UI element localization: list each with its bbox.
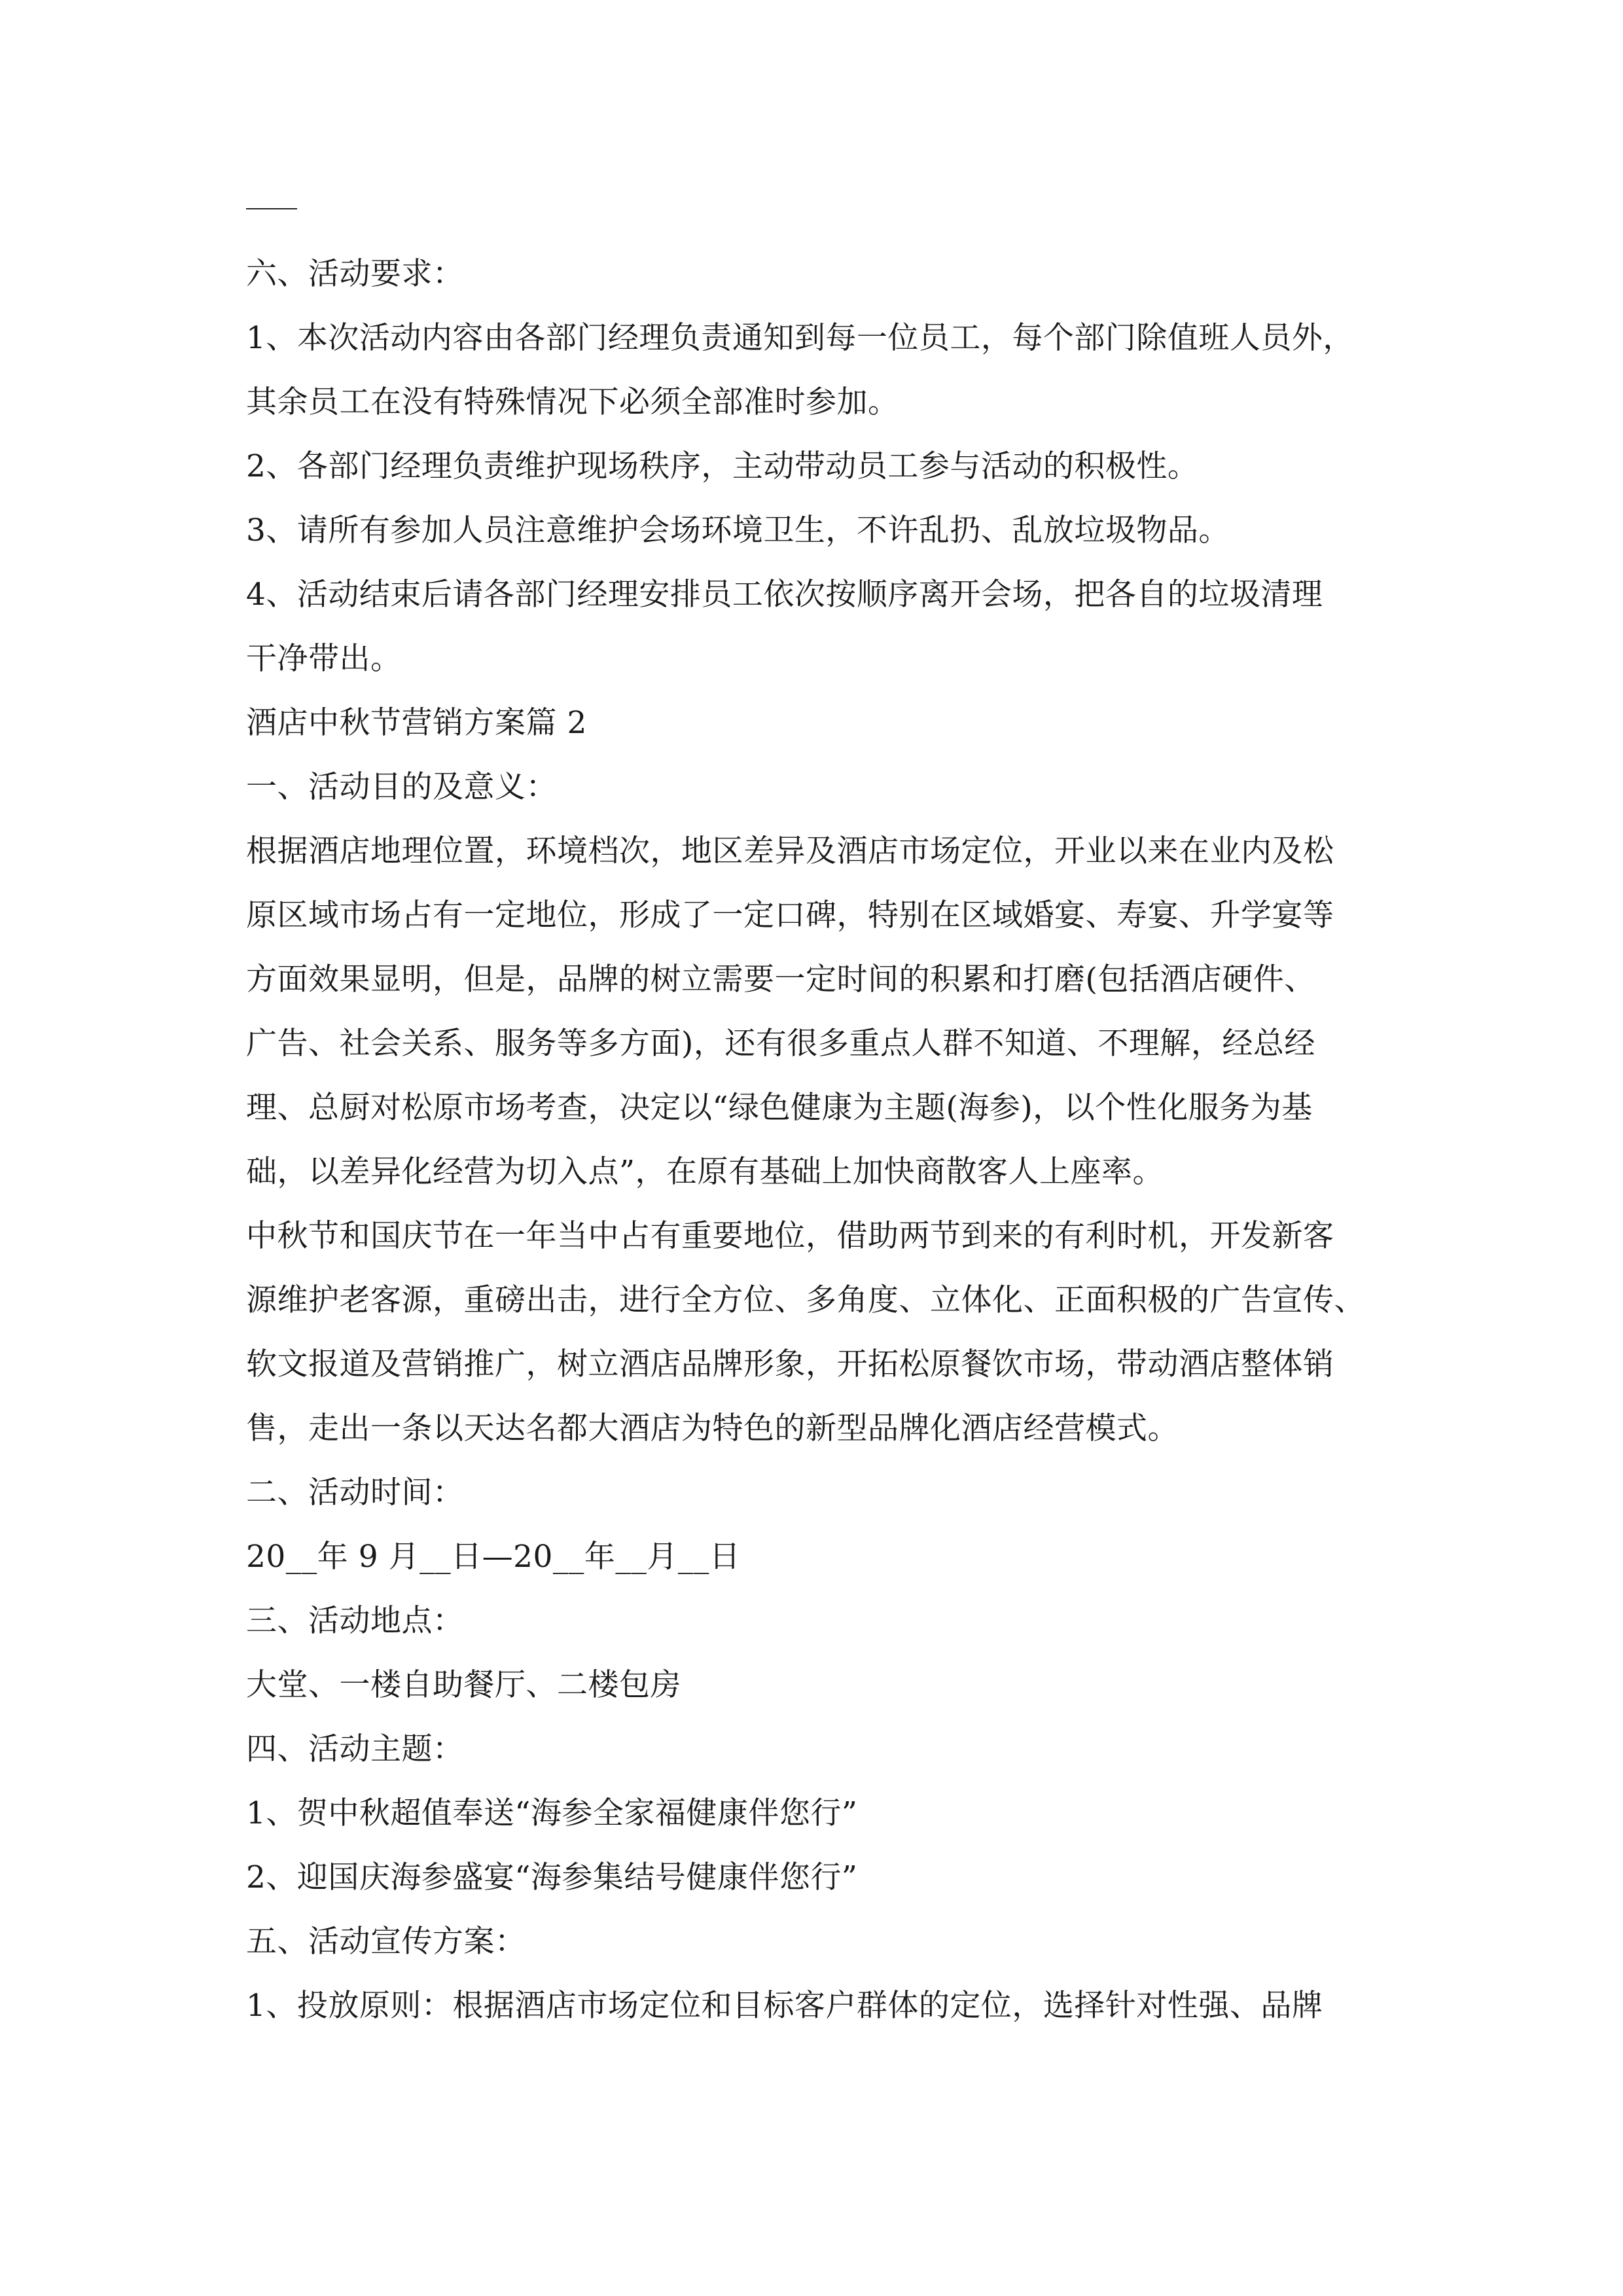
paragraph-line: 2、各部门经理负责维护现场秩序，主动带动员工参与活动的积极性。 — [246, 448, 1199, 484]
paragraph-line: 方面效果显明，但是，品牌的树立需要一定时间的积累和打磨(包括酒店硬件、 — [246, 961, 1315, 997]
paragraph-line: 广告、社会关系、服务等多方面)，还有很多重点人群不知道、不理解，经总经 — [246, 1026, 1315, 1062]
paragraph-line: 3、请所有参加人员注意维护会场环境卫生，不许乱扔、乱放垃圾物品。 — [246, 512, 1230, 548]
paragraph-line: 根据酒店地理位置，环境档次，地区差异及酒店市场定位，开业以来在业内及松 — [246, 833, 1334, 869]
document-body — [246, 208, 1385, 2038]
paragraph-line: 软文报道及营销推广，树立酒店品牌形象，开拓松原餐饮市场，带动酒店整体销 — [246, 1346, 1334, 1382]
paragraph-line: 中秋节和国庆节在一年当中占有重要地位，借助两节到来的有利时机，开发新客 — [246, 1218, 1334, 1254]
paragraph-line: 大堂、一楼自助餐厅、二楼包房 — [246, 1667, 681, 1703]
paragraph-line: 源维护老客源，重磅出击，进行全方位、多角度、立体化、正面积极的广告宣传、 — [246, 1282, 1365, 1318]
paragraph-line: 售，走出一条以天达名都大酒店为特色的新型品牌化酒店经营模式。 — [246, 1410, 1179, 1446]
section-heading-location: 三、活动地点： — [246, 1603, 464, 1639]
paragraph-line: 1、贺中秋超值奉送“海参全家福健康伴您行” — [246, 1795, 858, 1831]
paragraph-line: 干净带出。 — [246, 641, 402, 677]
paragraph-line: 其余员工在没有特殊情况下必须全部准时参加。 — [246, 384, 899, 420]
section-heading-requirements: 六、活动要求： — [246, 256, 464, 292]
section-heading-purpose: 一、活动目的及意义： — [246, 769, 557, 805]
top-rule — [246, 208, 297, 209]
section-heading-time: 二、活动时间： — [246, 1475, 464, 1511]
activity-date-line: 20__年 9 月__日—20__年__月__日 — [246, 1539, 741, 1575]
paragraph-line: 础，以差异化经营为切入点”，在原有基础上加快商散客人上座率。 — [246, 1154, 1164, 1190]
section-heading-theme: 四、活动主题： — [246, 1731, 464, 1767]
article-title: 酒店中秋节营销方案篇 2 — [246, 705, 587, 741]
paragraph-line: 2、迎国庆海参盛宴“海参集结号健康伴您行” — [246, 1859, 858, 1895]
paragraph-line: 4、活动结束后请各部门经理安排员工依次按顺序离开会场，把各自的垃圾清理 — [246, 577, 1323, 613]
paragraph-line: 1、投放原则：根据酒店市场定位和目标客户群体的定位，选择针对性强、品牌 — [246, 1988, 1323, 2024]
paragraph-line: 原区域市场占有一定地位，形成了一定口碑，特别在区域婚宴、寿宴、升学宴等 — [246, 897, 1334, 933]
paragraph-line: 理、总厨对松原市场考查，决定以“绿色健康为主题(海参)，以个性化服务为基 — [246, 1090, 1313, 1126]
paragraph-line: 1、本次活动内容由各部门经理负责通知到每一位员工，每个部门除值班人员外， — [246, 320, 1354, 356]
section-heading-promotion: 五、活动宣传方案： — [246, 1924, 526, 1960]
